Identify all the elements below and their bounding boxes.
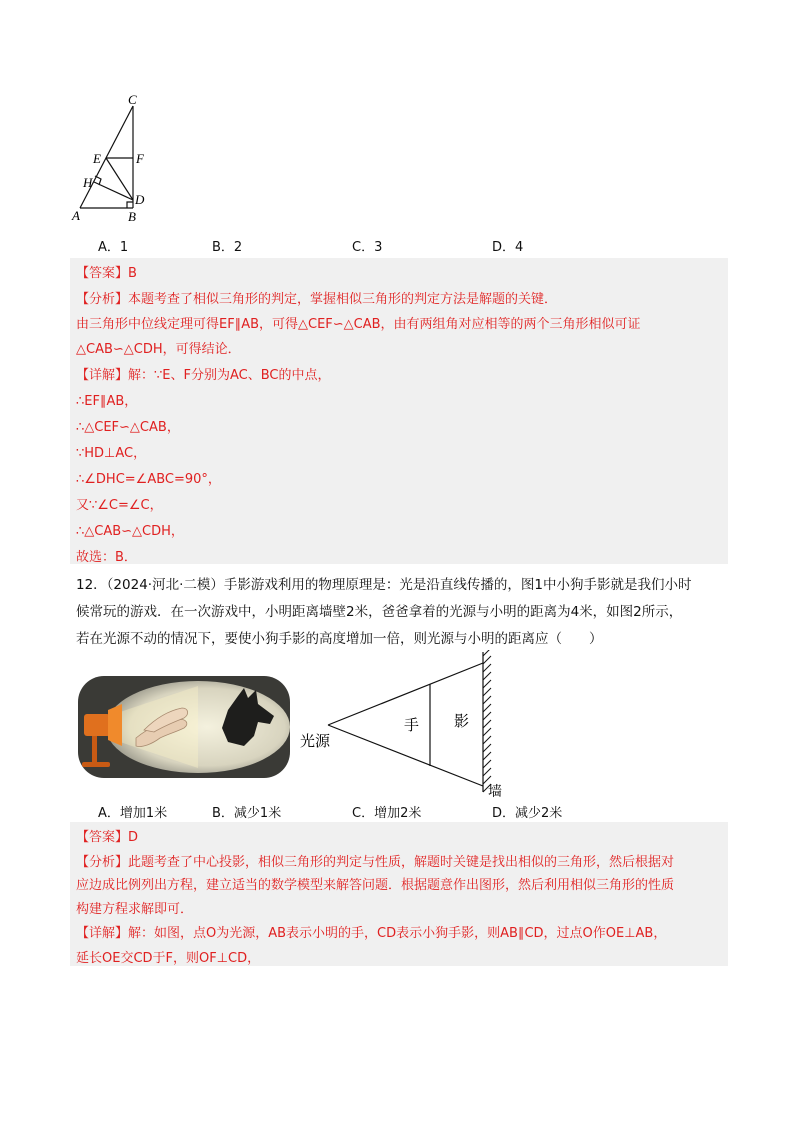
q11-detail-line-7: ∴△CAB∽△CDH， (76, 524, 184, 539)
label-H: H (83, 175, 93, 190)
q11-option-d[interactable]: D．4 (492, 240, 524, 255)
q11-detail-line-2: ∴EF∥AB， (76, 394, 138, 409)
q12-option-c[interactable]: C．增加2米 (352, 806, 422, 821)
label-F: F (136, 151, 144, 166)
q12-stem-line-1: 12．（2024·河北·二模）手影游戏利用的物理原理是：光是沿直线传播的，图1中小狗手影就是我们小时 (76, 577, 692, 593)
q12-stem-line-3: 若在光源不动的情况下，要使小狗手影的高度增加一倍，则光源与小明的距离应（ ） (76, 631, 603, 647)
label-A: A (72, 208, 80, 223)
q12-answer: 【答案】D (76, 830, 139, 845)
triangle-figure (70, 92, 160, 227)
q11-detail-line-1: 【详解】解：∵E、F分别为AC、BC的中点， (76, 368, 331, 383)
label-shadow: 影 (454, 714, 470, 730)
q12-solution-panel (70, 822, 728, 966)
q12-stem-line-2: 候常玩的游戏．在一次游戏中，小明距离墙壁2米，爸爸拿着的光源与小明的距离为4米，如图2所示， (76, 604, 683, 620)
q11-answer: 【答案】B (76, 266, 137, 281)
label-C: C (128, 92, 137, 107)
q12-option-a[interactable]: A．增加1米 (98, 806, 168, 821)
q11-analysis-line-2: 由三角形中位线定理可得EF∥AB，可得△CEF∽△CAB，由有两组角对应相等的两个三角形相似可证 (76, 317, 641, 332)
label-D: D (135, 192, 145, 207)
q11-detail-line-3: ∴△CEF∽△CAB， (76, 420, 180, 435)
q12-option-b[interactable]: B．减少1米 (212, 806, 282, 821)
q12-analysis-line-2: 应边成比例列出方程，建立适当的数学模型来解答问题．根据题意作出图形，然后利用相似三角形的性质 (76, 878, 675, 893)
q11-analysis-line-1: 【分析】本题考查了相似三角形的判定，掌握相似三角形的判定方法是解题的关键． (76, 292, 558, 307)
light-source-diagram (300, 650, 520, 800)
q11-detail-line-8: 故选：B． (76, 550, 137, 565)
label-B: B (128, 209, 136, 224)
label-hand: 手 (404, 718, 420, 734)
q12-option-d[interactable]: D．减少2米 (492, 806, 563, 821)
q12-analysis-line-1: 【分析】此题考查了中心投影，相似三角形的判定与性质，解题时关键是找出相似的三角形，然后根据对 (76, 855, 675, 870)
q11-detail-line-4: ∵HD⊥AC， (76, 446, 147, 461)
q12-detail-line-2: 延长OE交CD于F，则OF⊥CD， (76, 951, 261, 966)
label-E: E (93, 151, 101, 166)
q11-detail-line-6: 又∵∠C=∠C， (76, 498, 163, 513)
q11-option-a[interactable]: A．1 (98, 240, 129, 255)
label-wall: 墙 (488, 785, 502, 800)
q11-detail-line-5: ∴∠DHC=∠ABC=90°， (76, 472, 221, 487)
label-light-source: 光源 (300, 734, 331, 750)
hand-shadow-photo (78, 676, 290, 778)
q11-option-c[interactable]: C．3 (352, 240, 383, 255)
q12-analysis-line-3: 构建方程求解即可． (76, 902, 194, 917)
q11-option-b[interactable]: B．2 (212, 240, 243, 255)
q12-detail-line-1: 【详解】解：如图，点O为光源，AB表示小明的手，CD表示小狗手影，则AB∥CD，过点O作OE⊥AB， (76, 926, 667, 941)
q11-analysis-line-3: △CAB∽△CDH，可得结论． (76, 342, 241, 357)
